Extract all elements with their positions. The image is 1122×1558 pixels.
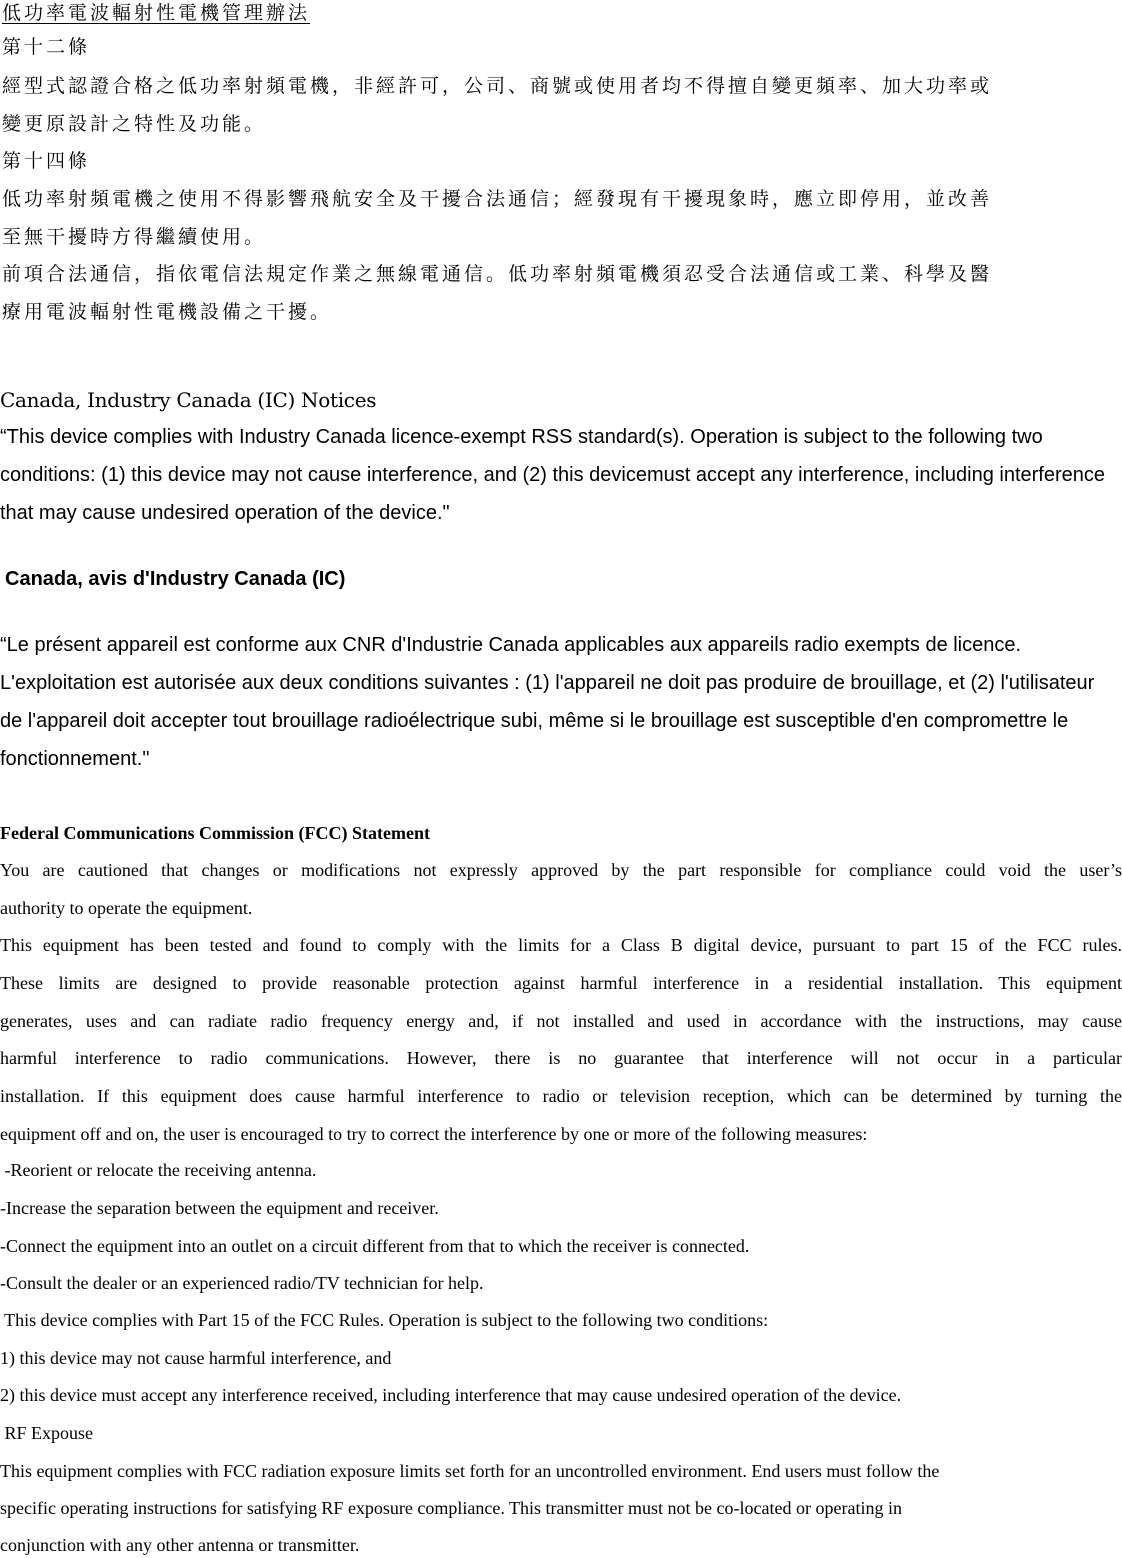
fcc-class-b-line-1: This equipment has been tested and found to comply with the limits for a Class B digital device, pursuant to part 15 of the FCC rules. xyxy=(0,935,1122,955)
fcc-caution-line-2: authority to operate the equipment. xyxy=(0,898,253,918)
ic-french-heading: Canada, avis d'Industry Canada (IC) xyxy=(5,568,346,590)
fcc-part-15-statement: This device complies with Part 15 of the FCC Rules. Operation is subject to the following two conditions: xyxy=(0,1310,769,1330)
zh-article-14-line-2: 至無干擾時方得繼續使用。 xyxy=(2,226,267,248)
zh-article-12-line-1: 經型式認證合格之低功率射頻電機，非經許可，公司、商號或使用者均不得擅自變更頻率、加大功率或 xyxy=(2,75,993,97)
fcc-class-b-line-5: installation. If this equipment does cause harmful interference to radio or television reception, which can be determined by turning the xyxy=(0,1086,1122,1106)
zh-article-14-line-4: 療用電波輻射性電機設備之干擾。 xyxy=(2,301,333,323)
rf-exposure-line-1: This equipment complies with FCC radiation exposure limits set forth for an uncontrolled environment. End users must follow the xyxy=(0,1461,940,1481)
zh-article-12-line-2: 變更原設計之特性及功能。 xyxy=(2,113,267,135)
zh-regulation-title: 低功率電波輻射性電機管理辦法 xyxy=(2,2,311,24)
zh-article-14-line-3: 前項合法通信，指依電信法規定作業之無線電通信。低功率射頻電機須忍受合法通信或工業、科學及醫 xyxy=(2,263,993,285)
fcc-measure-reorient: -Reorient or relocate the receiving antenna. xyxy=(0,1160,317,1180)
zh-article-14-heading: 第十四條 xyxy=(2,150,91,172)
fcc-measure-consult-dealer: -Consult the dealer or an experienced radio/TV technician for help. xyxy=(0,1273,484,1293)
fcc-class-b-line-3: generates, uses and can radiate radio frequency energy and, if not installed and used in accordance with the instructions, may cause xyxy=(0,1011,1122,1031)
fcc-measure-different-outlet: -Connect the equipment into an outlet on a circuit different from that to which the receiver is connected. xyxy=(0,1236,750,1256)
fcc-condition-1: 1) this device may not cause harmful interference, and xyxy=(0,1348,392,1368)
rf-exposure-line-2: specific operating instructions for satisfying RF exposure compliance. This transmitter must not be co-located or operating in xyxy=(0,1498,902,1518)
rf-exposure-line-3: conjunction with any other antenna or transmitter. xyxy=(0,1535,360,1555)
fcc-class-b-line-6: equipment off and on, the user is encouraged to try to correct the interference by one or more of the following measures: xyxy=(0,1124,868,1144)
fcc-condition-2: 2) this device must accept any interference received, including interference that may cause undesired operation of the device. xyxy=(0,1385,902,1405)
zh-article-12-heading: 第十二條 xyxy=(2,36,91,58)
fcc-class-b-line-2: These limits are designed to provide reasonable protection against harmful interference in a residential installation. This equipment xyxy=(0,973,1122,993)
ic-english-statement: “This device complies with Industry Canada licence-exempt RSS standard(s). Operation is subject to the following two conditions: (1) this device may not cause interference, and (2) this devicemust accept any interference, including interference that may cause undesired operation of the device." xyxy=(0,426,1106,524)
ic-notices-heading: Canada, Industry Canada (IC) Notices xyxy=(0,388,377,412)
fcc-class-b-line-4: harmful interference to radio communications. However, there is no guarantee that interference will not occur in a particular xyxy=(0,1048,1122,1068)
fcc-measure-increase-separation: -Increase the separation between the equipment and receiver. xyxy=(0,1198,439,1218)
rf-exposure-heading: RF Expouse xyxy=(0,1423,94,1443)
zh-article-14-line-1: 低功率射頻電機之使用不得影響飛航安全及干擾合法通信；經發現有干擾現象時，應立即停用，並改善 xyxy=(2,188,993,210)
fcc-caution-line-1: You are cautioned that changes or modifications not expressly approved by the part responsible for compliance could void the user’s xyxy=(0,860,1122,880)
ic-french-statement: “Le présent appareil est conforme aux CNR d'Industrie Canada applicables aux appareils radio exempts de licence. L'exploitation est autorisée aux deux conditions suivantes : (1) l'appareil ne doit pas produire de brouillage, et (2) l'utilisateur de l'appareil doit accepter tout brouillage radioélectrique subi, même si le brouillage est susceptible d'en compromettre le fonctionnement." xyxy=(0,634,1095,770)
fcc-statement-heading: Federal Communications Commission (FCC) Statement xyxy=(0,823,430,843)
